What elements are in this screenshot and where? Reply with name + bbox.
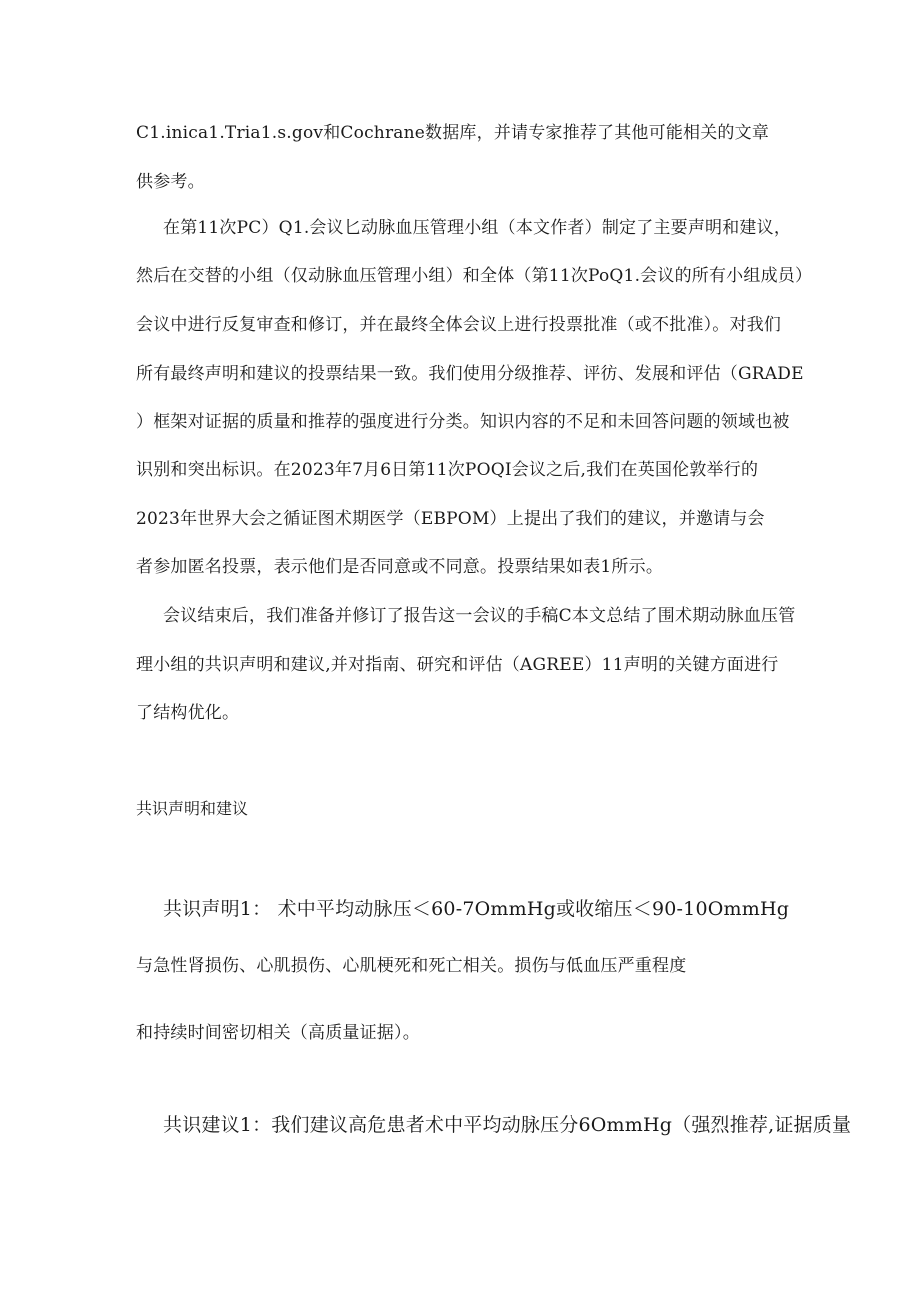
text-line: 理小组的共识声明和建议,并对指南、研究和评估（AGREE）11声明的关键方面进行 (136, 655, 779, 675)
text-line: 和持续时间密切相关（高质量证据）。 (136, 1023, 420, 1043)
text-line: 会议结束后，我们准备并修订了报告这一会议的手稿C本文总结了围术期动脉血压管 (163, 606, 796, 626)
text-line: 在第11次PC）Q1.会议匕动脉血压管理小组（本文作者）制定了主要声明和建议， (163, 218, 792, 238)
text-line: 识别和突出标识。在2023年7月6日第11次POQI会议之后,我们在英国伦敦举行的 (136, 460, 759, 480)
text-line: 2023年世界大会之循证图术期医学（EBPOM）上提出了我们的建议，并邀请与会 (136, 509, 765, 529)
text-line: 了结构优化。 (136, 703, 240, 723)
text-line: 供参考。 (136, 172, 205, 192)
text-line: 与急性肾损伤、心肌损伤、心肌梗死和死亡相关。损伤与低血压严重程度 (136, 956, 687, 976)
text-line: 所有最终声明和建议的投票结果一致。我们使用分级推荐、评彷、发展和评估（GRADE (136, 364, 804, 384)
consensus-statement-1: 共识声明1： 术中平均动脉压＜60-7OmmHg或收缩压＜90-10OmmHg (163, 898, 790, 920)
text-line: 者参加匿名投票，表示他们是否同意或不同意。投票结果如表1所示。 (136, 557, 664, 577)
consensus-recommendation-1: 共识建议1：我们建议高危患者术中平均动脉压分6OmmHg（强烈推荐,证据质量 (163, 1114, 852, 1136)
text-line: 然后在交替的小组（仅动脉血压管理小组）和全体（第11次PoQ1.会议的所有小组成员） (136, 266, 813, 286)
text-line: ）框架对证据的质量和推荐的强度进行分类。知识内容的不足和未回答问题的领域也被 (136, 412, 790, 432)
text-line: 会议中进行反复审查和修订，并在最终全体会议上进行投票批准（或不批准）。对我们 (136, 315, 782, 335)
text-line: C1.inica1.Tria1.s.gov和Cochrane数据库，并请专家推荐了其他可能相关的文章 (136, 123, 770, 143)
section-heading: 共识声明和建议 (136, 799, 249, 818)
